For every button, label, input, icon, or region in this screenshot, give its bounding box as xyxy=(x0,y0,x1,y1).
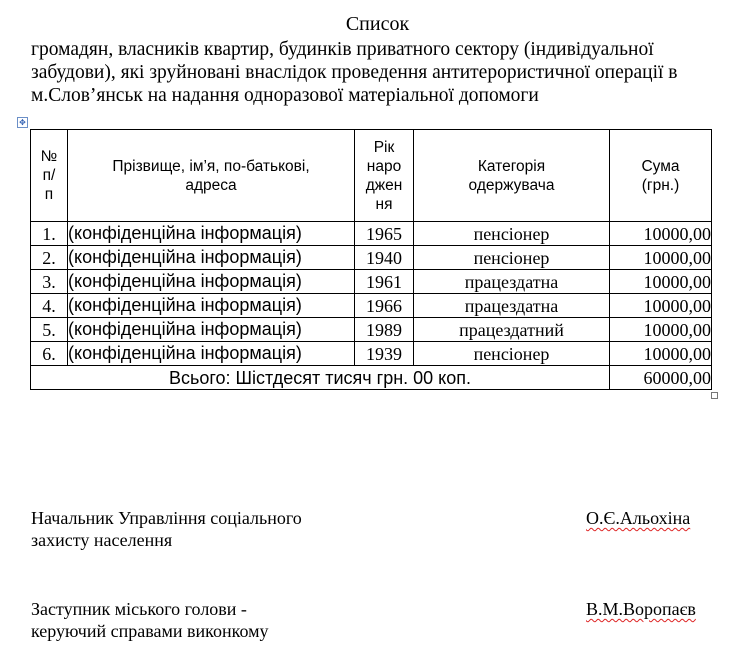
row-sum: 10000,00 xyxy=(610,294,712,318)
table-row xyxy=(31,246,712,270)
table-row xyxy=(31,342,712,366)
header-year: Рік наро джен ня xyxy=(355,130,414,222)
row-category: працездатний xyxy=(414,318,610,342)
row-num: 5. xyxy=(31,318,68,342)
row-num: 2. xyxy=(31,246,68,270)
header-sum: Сума (грн.) xyxy=(610,130,712,222)
row-num: 3. xyxy=(31,270,68,294)
table-resize-handle[interactable] xyxy=(711,392,718,399)
signatory-name: В.М.Воропаєв xyxy=(586,599,696,619)
move-arrows-icon[interactable]: ✥ xyxy=(17,117,28,128)
row-category: пенсіонер xyxy=(414,222,610,246)
table-row xyxy=(31,222,712,246)
row-category: пенсіонер xyxy=(414,246,610,270)
header-num: № п/ п xyxy=(31,130,68,222)
row-name: (конфіденційна інформація) xyxy=(68,270,355,294)
row-sum: 10000,00 xyxy=(610,342,712,366)
subtitle-line: забудови), які зруйновані внаслідок проведення антитерористичної операції в xyxy=(31,62,678,83)
total-sum: 60000,00 xyxy=(610,366,712,390)
row-name: (конфіденційна інформація) xyxy=(68,246,355,270)
document-subtitle xyxy=(31,38,731,107)
row-year: 1961 xyxy=(355,270,414,294)
row-name: (конфіденційна інформація) xyxy=(68,222,355,246)
row-num: 1. xyxy=(31,222,68,246)
row-year: 1989 xyxy=(355,318,414,342)
row-sum: 10000,00 xyxy=(610,270,712,294)
row-sum: 10000,00 xyxy=(610,222,712,246)
header-category: Категорія одержувача xyxy=(414,130,610,222)
subtitle-line: громадян, власників квартир, будинків приватного сектору (індивідуальної xyxy=(31,39,654,60)
subtitle-line: м.Слов’янськ на надання одноразової матеріальної допомоги xyxy=(31,85,539,106)
row-name: (конфіденційна інформація) xyxy=(68,294,355,318)
row-sum: 10000,00 xyxy=(610,246,712,270)
header-name: Прізвище, ім’я, по-батькові, адреса xyxy=(68,130,355,222)
row-name: (конфіденційна інформація) xyxy=(68,318,355,342)
row-sum: 10000,00 xyxy=(610,318,712,342)
row-category: працездатна xyxy=(414,270,610,294)
row-name: (конфіденційна інформація) xyxy=(68,342,355,366)
total-label: Всього: Шістдесят тисяч грн. 00 коп. xyxy=(31,366,610,390)
row-category: пенсіонер xyxy=(414,342,610,366)
document-title: Список xyxy=(345,13,410,35)
row-num: 4. xyxy=(31,294,68,318)
table-total-row xyxy=(31,366,712,390)
row-year: 1939 xyxy=(355,342,414,366)
row-year: 1940 xyxy=(355,246,414,270)
table-header-row xyxy=(31,130,712,222)
row-year: 1966 xyxy=(355,294,414,318)
recipients-table xyxy=(30,129,712,390)
row-category: працездатна xyxy=(414,294,610,318)
row-year: 1965 xyxy=(355,222,414,246)
table-row xyxy=(31,318,712,342)
row-num: 6. xyxy=(31,342,68,366)
table-row xyxy=(31,294,712,318)
signature-position: Начальник Управління соціального захисту населення xyxy=(31,508,302,550)
signatory-name: О.Є.Альохіна xyxy=(586,508,691,528)
signature-position: Заступник міського голови - керуючий справами виконкому xyxy=(31,599,269,641)
table-row xyxy=(31,270,712,294)
